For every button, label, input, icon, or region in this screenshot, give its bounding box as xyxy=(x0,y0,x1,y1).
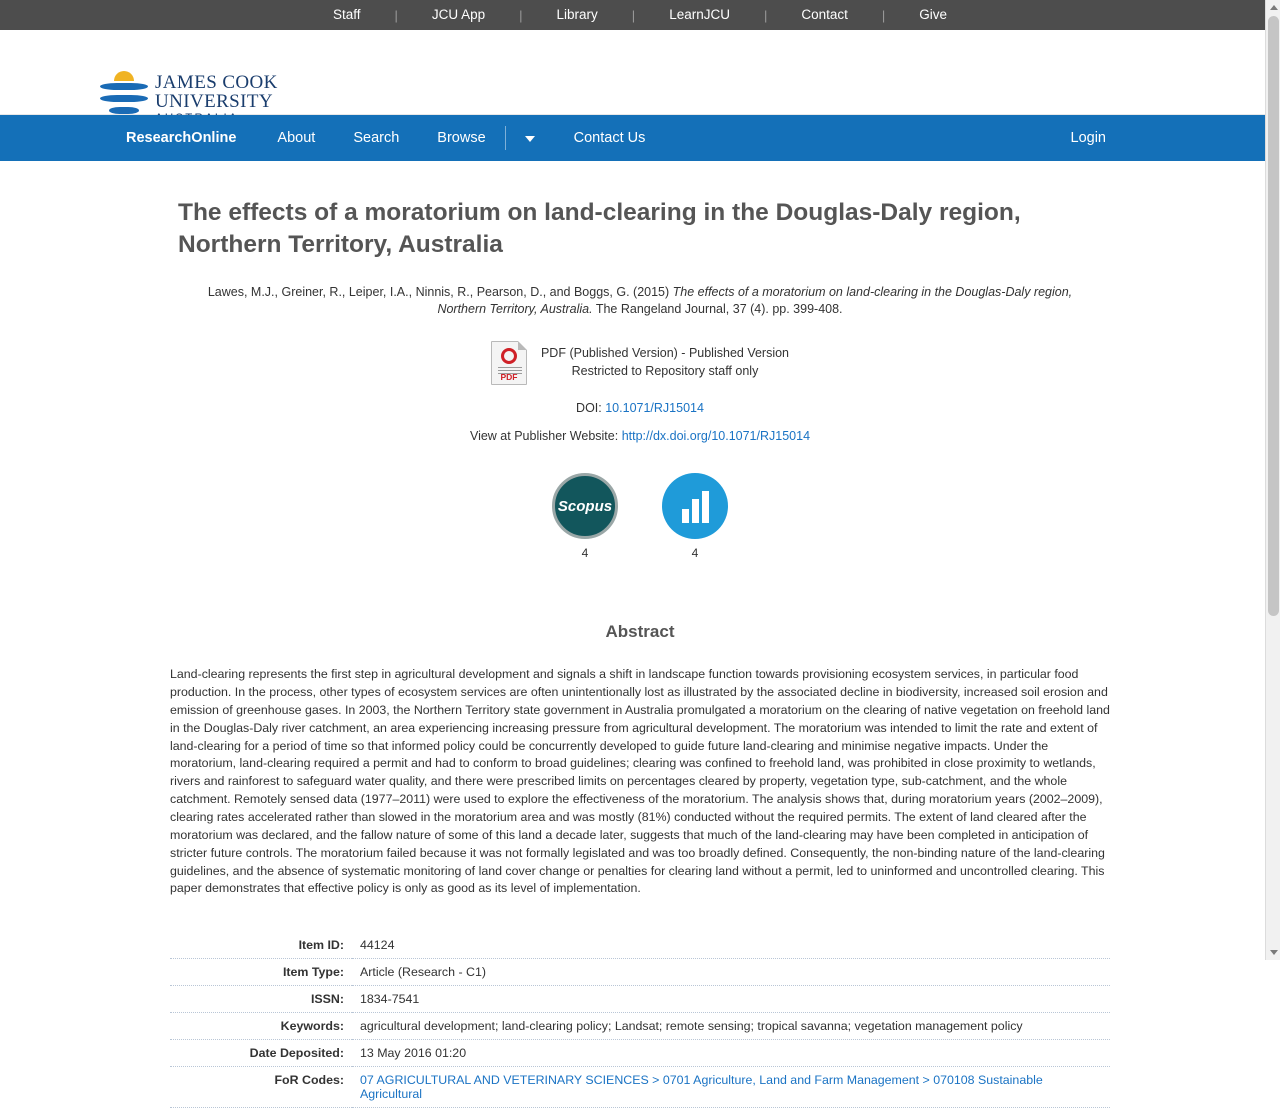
metadata-value-link[interactable]: 07 AGRICULTURAL AND VETERINARY SCIENCES > 0701 Agriculture, Land and Farm Management > 070108 Sustainable Agricultural xyxy=(360,1073,1043,1102)
nav-login-link[interactable]: Login xyxy=(1070,130,1106,146)
wave-icon xyxy=(100,83,148,90)
doi-link[interactable]: 10.1071/RJ15014 xyxy=(605,401,704,416)
metadata-key: Item ID: xyxy=(170,932,352,959)
nav-item-search[interactable]: Search xyxy=(353,130,400,146)
logo-band xyxy=(0,30,1280,115)
utility-link-contact[interactable]: Contact xyxy=(801,7,848,22)
jcu-logo-mark-icon xyxy=(100,73,148,119)
metadata-value: Article (Research - C1) xyxy=(352,959,1110,986)
doi-label: DOI: xyxy=(576,401,602,416)
document-info xyxy=(541,341,789,380)
publisher-link[interactable]: http://dx.doi.org/10.1071/RJ15014 xyxy=(621,429,811,444)
pdf-file-icon[interactable] xyxy=(491,341,527,385)
altmetric-count: 4 xyxy=(691,546,699,561)
utility-separator: | xyxy=(763,7,768,23)
abstract-text: Land-clearing represents the first step in agricultural development and signals a shift in landscape function towards provisioning ecosystem services, in particular food production. In the process, other types of ecosystem services are often unintentionally lost as illustrated by the associated decline in biodiversity, increased soil erosion and emission of greenhouse gases. In 2003, the Northern Territory state government in Australia promulgated a moratorium on the clearing of native vegetation on freehold land in the Douglas-Daly river catchment, an area experiencing increasing pressure from agricultural development. The moratorium was intended to limit the rate and extent of land-clearing for a period of time so that informed policy could be concurrently developed to guide future land-clearing and minimise negative impacts. Under the moratorium, land-clearing required a permit and had to conform to broad guidelines; clearing was confined to freehold land, was prohibited in close proximity to wetlands, rivers and rainforest to safeguard water quality, and there were prescribed limits on percentages cleared by property, vegetation type, sub-catchment, and the whole catchment. Remotely sensed data (1977–2011) were used to explore the effectiveness of the moratorium. The analysis shows that, during moratorium years (2002–2009), clearing rates accelerated rather than slowed in the moratorium area and was mostly (81%) conducted without the required permits. The extent of land cleared after the moratorium was declared, and the fallow nature of some of this land a decade later, suggests that much of the land-clearing may have been completed in anticipation of stricter future controls. The moratorium failed because it was not formally legislated and was too broadly defined. Consequently, the non-binding nature of the land-clearing guidelines, and the absence of systematic monitoring of land cover change or penalties for clearing land without a permit, led to uninformed and uncontrolled clearing. This paper demonstrates that effective policy is only as good as its level of implementation. xyxy=(170,667,1110,896)
utility-links xyxy=(299,0,981,30)
table-row xyxy=(170,932,1110,959)
document-label: PDF (Published Version) - Published Version xyxy=(540,346,790,361)
nav-dropdown-toggle[interactable] xyxy=(505,115,555,161)
page-scrollbar[interactable] xyxy=(1265,0,1280,960)
main-navigation xyxy=(0,115,1280,161)
utility-link-staff[interactable]: Staff xyxy=(332,7,361,22)
altmetric-badge-wrap xyxy=(660,473,730,560)
document-restriction: Restricted to Repository staff only xyxy=(571,364,759,379)
table-row xyxy=(170,1013,1110,1040)
page-title: The effects of a moratorium on land-clearing in the Douglas-Daly region, Northern Territory, Australia xyxy=(178,199,1021,259)
nav-item-contact-us[interactable]: Contact Us xyxy=(573,130,646,146)
scopus-badge-wrap xyxy=(550,473,620,560)
publisher-row xyxy=(170,429,1110,443)
logo-line-1: JAMES COOK xyxy=(155,72,278,93)
utility-link-jcu-app[interactable]: JCU App xyxy=(431,7,486,22)
scopus-badge-icon[interactable]: Scopus xyxy=(552,473,618,539)
logo-line-2: UNIVERSITY xyxy=(155,91,273,113)
utility-bar xyxy=(0,0,1280,30)
scopus-citation-count: 4 xyxy=(581,546,589,561)
wave-icon xyxy=(109,107,139,114)
utility-separator: | xyxy=(631,7,636,23)
citation-title: The effects of a moratorium on land-clearing in the Douglas-Daly region, Northern Territory, Australia. xyxy=(437,284,1073,317)
sun-icon xyxy=(114,71,134,81)
utility-link-library[interactable]: Library xyxy=(556,7,598,22)
scroll-up-arrow-icon[interactable] xyxy=(1266,0,1280,16)
doi-row xyxy=(170,401,1110,415)
table-row xyxy=(170,959,1110,986)
metadata-key: Keywords: xyxy=(170,1013,352,1040)
nav-brand-researchonline[interactable]: ResearchOnline xyxy=(126,130,237,146)
metadata-key: FoR Codes: xyxy=(170,1067,352,1108)
metadata-key: ISSN: xyxy=(170,986,352,1013)
table-row xyxy=(170,1040,1110,1067)
pdf-circle-mark xyxy=(501,348,517,364)
abstract-heading: Abstract xyxy=(605,622,675,642)
metadata-key: Item Type: xyxy=(170,959,352,986)
chevron-down-icon xyxy=(525,136,535,142)
citation-source: The Rangeland Journal, 37 (4). pp. 399-408. xyxy=(592,302,843,317)
nav-items xyxy=(110,115,664,161)
utility-separator: | xyxy=(519,7,523,23)
metadata-table xyxy=(170,932,1110,1108)
utility-separator: | xyxy=(881,7,886,23)
table-row xyxy=(170,1067,1110,1108)
publisher-label: View at Publisher Website: xyxy=(469,429,619,444)
table-row xyxy=(170,986,1110,1013)
scroll-down-arrow-icon[interactable] xyxy=(1266,944,1280,960)
altmetric-bars xyxy=(682,491,709,523)
metadata-value: 44124 xyxy=(352,932,1110,959)
scrollbar-thumb[interactable] xyxy=(1268,16,1279,616)
altmetric-chart-icon[interactable] xyxy=(662,473,728,539)
wave-icon xyxy=(100,95,148,102)
metadata-value: agricultural development; land-clearing policy; Landsat; remote sensing; tropical savanna; vegetation management policy xyxy=(352,1013,1110,1040)
utility-link-learnjcu[interactable]: LearnJCU xyxy=(669,7,730,22)
pdf-label-text: PDF xyxy=(500,372,518,383)
citation-authors: Lawes, M.J., Greiner, R., Leiper, I.A., Ninnis, R., Pearson, D., and Boggs, G. (2015) xyxy=(207,284,673,299)
record-content xyxy=(0,197,1280,1108)
citation xyxy=(200,284,1080,320)
nav-item-browse[interactable]: Browse xyxy=(437,130,486,146)
metadata-value: 1834-7541 xyxy=(352,986,1110,1013)
metadata-key: Date Deposited: xyxy=(170,1040,352,1067)
utility-separator: | xyxy=(394,7,398,23)
document-row xyxy=(170,341,1110,385)
nav-item-about[interactable]: About xyxy=(277,130,316,146)
utility-link-give[interactable]: Give xyxy=(919,7,948,22)
metrics-badges xyxy=(170,473,1110,560)
metadata-value: 13 May 2016 01:20 xyxy=(352,1040,1110,1067)
